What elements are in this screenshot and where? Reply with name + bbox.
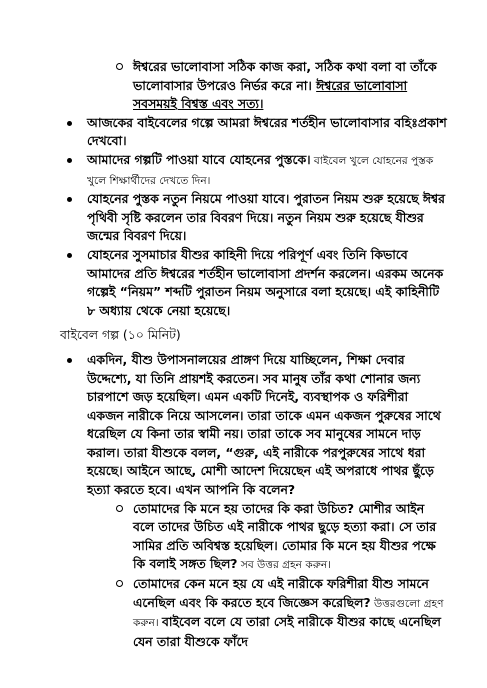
story-list — [0, 351, 487, 652]
bullet-book-of-john — [87, 151, 447, 190]
question-instruction: সব উত্তর গ্রহন করুন। — [237, 559, 331, 572]
answer-text: বাইবেল বলে যে তারা সেই নারীকে যীশুর কাছে এনেছিল যেন তারা যীশুকে ফাঁদে — [133, 614, 441, 649]
sub-bullet-question-2 — [133, 575, 447, 651]
bullet-new-testament: যোহনের পুস্তক নতুন নিয়মে পাওয়া যাবে। পুরাতন নিয়ম শুরু হয়েছে ঈশ্বর পৃথিবী সৃষ্টি করলেন তার বিবরণ দিয়ে। নতুন নিয়ম শুরু হয়েছে যীশুর জন্মের বিবরণ দিয়ে। — [87, 190, 447, 246]
bullet-bold-text: আমাদের গল্পটি পাওয়া যাবে যোহনের পুস্তকে। — [87, 151, 311, 167]
question-text: তোমাদের কেন মনে হয় যে এই নারীকে ফরিশীরা যীশু সামনে এনেছিল এবং কি করতে হবে জিজ্ঞেস করেছিল? — [133, 576, 429, 610]
sub-bullet-gods-love — [133, 58, 447, 114]
bullet-gospel-john: যোহনের সুসমাচার যীশুর কাহিনী দিয়ে পরিপূর্ণ এবং তিনি কিভাবে আমাদের প্রতি ঈশ্বরের শর্তহীন ভালোবাসা প্রদর্শন করলেন। এরকম অনেক গল্পেই “নিয়ম” শব্দটি পুরাতন নিয়ম অনুসারে বলা হয়েছে। এই কাহিনীটি ৮ অধ্যায় থেকে নেয়া হয়েছে। — [87, 246, 447, 320]
sub-bullet-text: ঈশ্বরের ভালোবাসা সঠিক কাজ করা, সঠিক কথা বলা বা তাঁকে ভালোবাসার উপরেও নির্ভর করে না। — [133, 59, 437, 93]
bullet-story-text: একদিন, যীশু উপাসনালয়ের প্রাঙ্গণ দিয়ে যাচ্ছিলেন, শিক্ষা দেবার উদ্দেশ্যে, যা তিনি প্রায়শই করতেন। সব মানুষ তাঁর কথা শোনার জন্য চারপাশে জড় হয়েছিল। এমন একটি দিনেই, ব্যবস্থাপক ও ফরিশীরা একজন নারীকে নিয়ে আসলেন। তারা তাকে এমন একজন পুরুষের সাথে ধরেছিল যে কিনা তার স্বামী নয়। তারা তাকে সব মানুষের সামনে দাড় করাল। তারা যীশুকে বলল, “গুরু, এই নারীকে পরপুরুষের সাথে ধরা হয়েছে। আইনে আছে, মোশী আদেশ দিয়েছেন এই অপরাধে পাথর ছুঁড়ে হত্যা করতে হবে। এখন আপনি কি বলেন? — [87, 351, 447, 500]
question-instruction: উত্তরগুলো গ্রহণ করুন। — [133, 597, 444, 630]
top-list — [0, 58, 487, 320]
sub-bullet-underlined: ঈশ্বরের ভালোবাসা সবসময়ই বিশ্বস্ত এবং সত্য। — [133, 77, 408, 112]
section-heading: বাইবেল গল্প (১০ মিনিট) — [60, 327, 181, 343]
bullet-today-story: আজকের বাইবেলের গল্পে আমরা ঈশ্বরের শর্তহীন ভালোবাসার বহিঃপ্রকাশ দেখবো। — [87, 114, 447, 151]
bullet-instruction: বাইবেল খুলে যোহনের পুস্তক খুলে শিক্ষার্থীদের দেখতে দিন। — [87, 154, 434, 187]
sub-bullet-question-1 — [133, 500, 447, 575]
question-text: তোমাদের কি মনে হয় তাদের কি করা উচিত? মোশীর আইন বলে তাদের উচিত এই নারীকে পাথর ছুড়ে হত্যা করা। সে তার সামির প্রতি অবিশ্বস্ত হয়েছিল। তোমার কি মনে হয় যীশুর পক্ষে কি বলাই সঙ্গত ছিল? — [133, 500, 437, 572]
